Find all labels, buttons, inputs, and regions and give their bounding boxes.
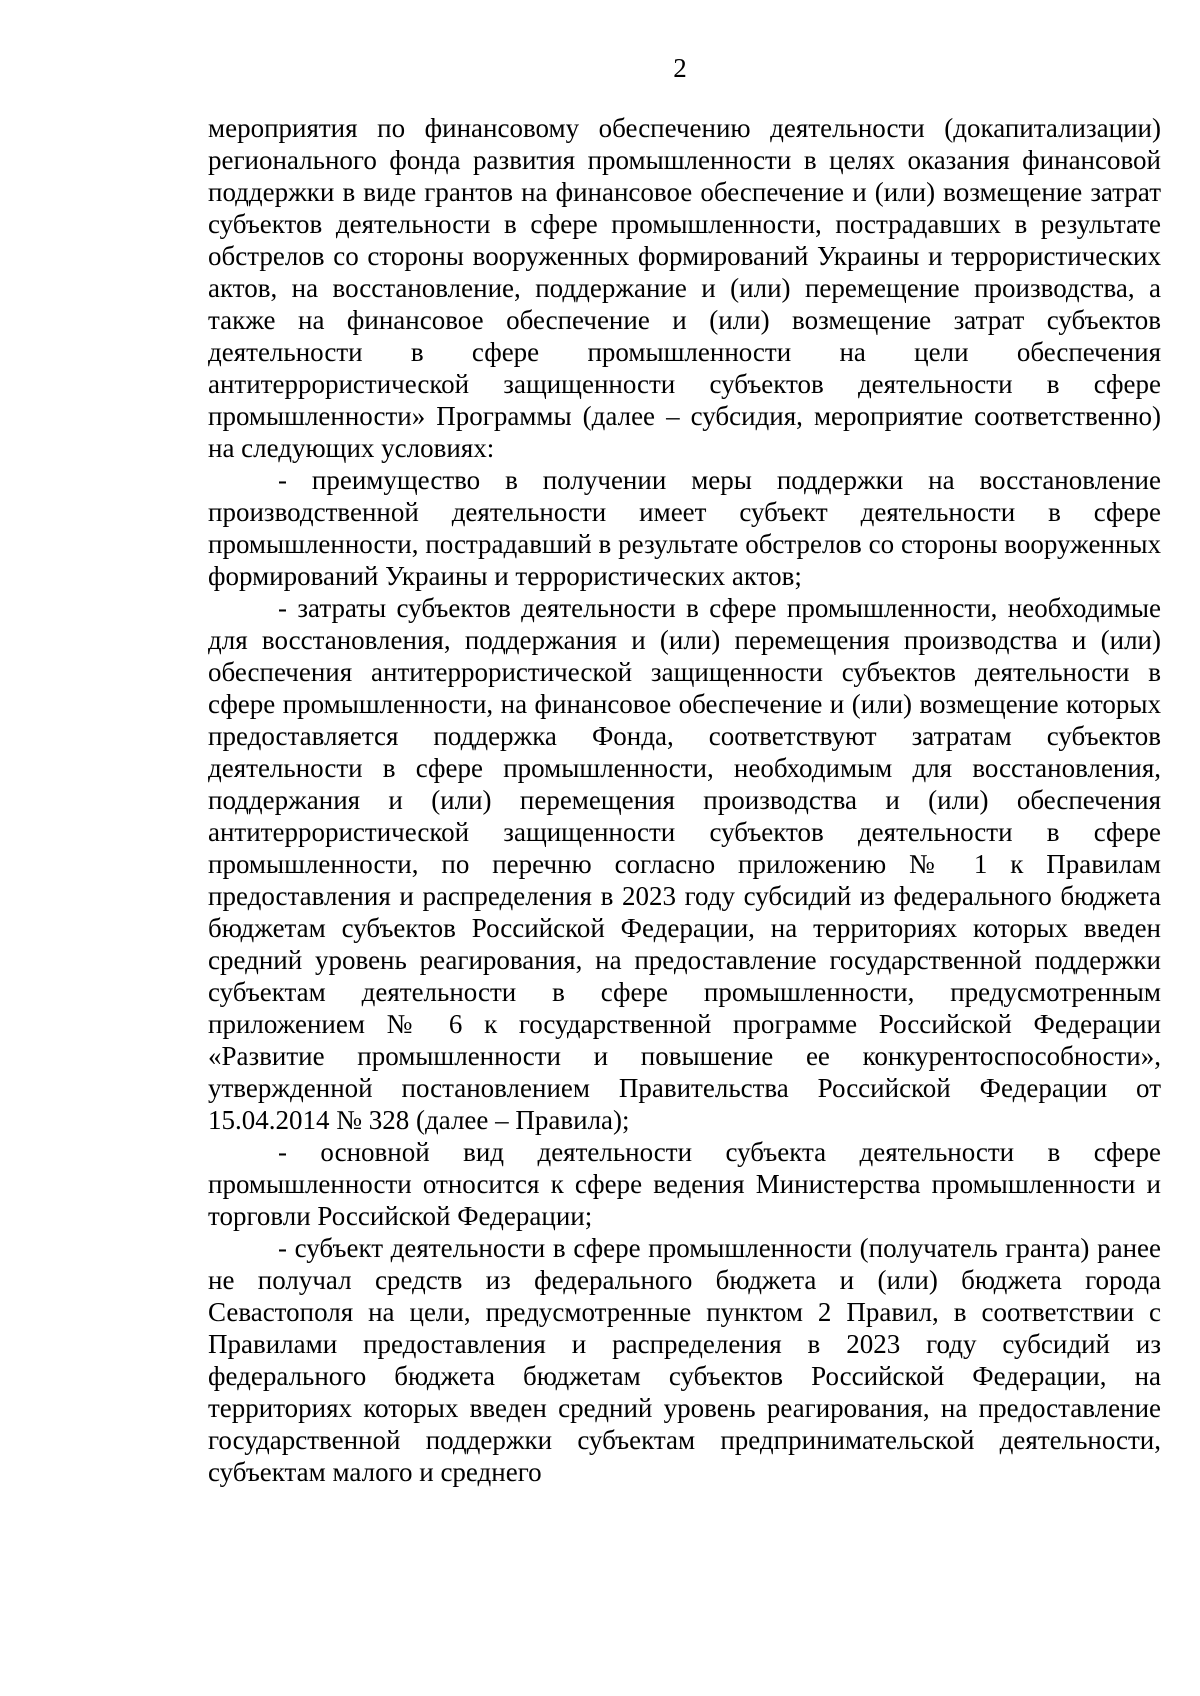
paragraph-activity-condition: - основной вид деятельности субъекта деятельности в сфере промышленности относится к сфере ведения Министерства промышленности и торговли Российской Федерации; — [208, 1137, 1161, 1231]
paragraph-costs-condition: - затраты субъектов деятельности в сфере промышленности, необходимые для восстановления, поддержания и (или) перемещения производства и (или) обеспечения антитеррористической защищенности субъектов деятельности в сфере промышленности, на финансовое обеспечение и (или) возмещение которых предоставляется поддержка Фонда, соответствуют затратам субъектов деятельности в сфере промышленности, необходимым для восстановления, поддержания и (или) перемещения производства и (или) обеспечения антитеррористической защищенности субъектов деятельности в сфере промышленности, по перечню согласно приложению № 1 к Правилам предоставления и распределения в 2023 году субсидий из федерального бюджета бюджетам субъектов Российской Федерации, на территориях которых введен средний уровень реагирования, на предоставление государственной поддержки субъектам деятельности в сфере промышленности, предусмотренным приложением № 6 к государственной программе Российской Федерации «Развитие промышленности и повышение ее конкурентоспособности», утвержденной постановлением Правительства Российской Федерации от 15.04.2014 № 328 (далее – Правила); — [208, 593, 1161, 1135]
paragraph-priority-condition: - преимущество в получении меры поддержки на восстановление производственной деятельности имеет субъект деятельности в сфере промышленности, пострадавший в результате обстрелов со стороны вооруженных формирований Украины и террористических актов; — [208, 465, 1161, 591]
page-number: 2 — [673, 53, 687, 83]
paragraph-intro: мероприятия по финансовому обеспечению деятельности (докапитализации) регионального фонда развития промышленности в целях оказания финансовой поддержки в виде грантов на финансовое обеспечение и (или) возмещение затрат субъектов деятельности в сфере промышленности, пострадавших в результате обстрелов со стороны вооруженных формирований Украины и террористических актов, на восстановление, поддержание и (или) перемещение производства, а также на финансовое обеспечение и (или) возмещение затрат субъектов деятельности в сфере промышленности на цели обеспечения антитеррористической защищенности субъектов деятельности в сфере промышленности» Программы (далее – субсидия, мероприятие соответственно) на следующих условиях: — [208, 113, 1161, 463]
paragraph-no-prior-funding-condition: - субъект деятельности в сфере промышленности (получатель гранта) ранее не получал средств из федерального бюджета и (или) бюджета города Севастополя на цели, предусмотренные пунктом 2 Правил, в соответствии с Правилами предоставления и распределения в 2023 году субсидий из федерального бюджета бюджетам субъектов Российской Федерации, на территориях которых введен средний уровень реагирования, на предоставление государственной поддержки субъектам предпринимательской деятельности, субъектам малого и среднего — [208, 1233, 1161, 1487]
document-body — [208, 112, 1161, 1488]
